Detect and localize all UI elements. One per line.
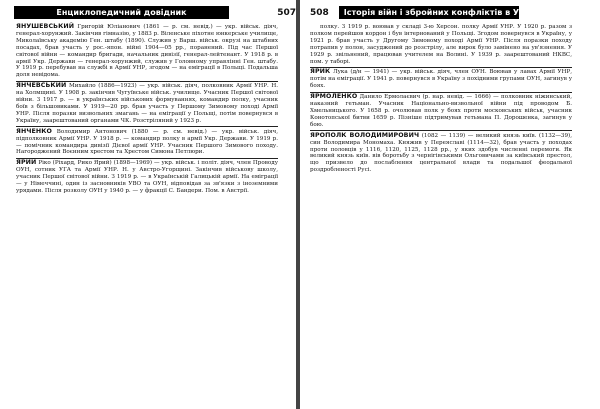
headword: ЯРИК <box>310 68 331 76</box>
headword: ЯНЧЕНКО <box>16 127 52 135</box>
entry-text: (1082 — 1139) — великий князь київ. (1132—39), син Володимира Мономаха. Княжив у Переяславі (1114—32), брав участь у походах проти половців у 1116, 1120, 1125, 1128 рр., у яких здобув численні перемоги. Як великий князь київ. вів боротьбу з чернігівськими Ольговичами за київський престол, що призвело до послаблення центральної влади та подальшої феодальної роздробленості Русі. <box>310 132 573 174</box>
headword: ЯНУШЕВСЬКИЙ <box>16 23 75 30</box>
entry <box>310 133 572 174</box>
entry-text: Григорій Юліанович (1861 — р. см. невід.) — укр. військ. діяч, генерал-хорунжий. Закінчив гімназію, у 1883 р. Віленське піхотне юнкерське училище, Миколаївську академію Ген. штабу (1890). Служив у Варш. військ. окрузі на штабних посадах, брав участь у рос.-япон. війні 1904—05 рр., поранений. Під час Першої світової війни — командир бригади, начальник дивізії, генерал-лейтенант. У 1918 р. в армії Укр. Держави — генерал-хорунжий, служив у Головному управлінні Ген. штабу. У 1919 р. перебував на службі в Армії УНР, згодом — на еміграції в Польщі. Подальша доля невідома. <box>16 24 278 79</box>
left-page <box>0 0 296 409</box>
entry <box>310 69 572 90</box>
entry-text: Лука (д/н — 1941) — укр. військ. діяч, член ОУН. Воював у лавах Армії УНР, потім на еміграції. У 1941 р. повернувся в Україну з похідними групами ОУН, загинув у боях. <box>310 69 572 90</box>
left-page-body <box>16 24 278 195</box>
entry-text: Михайло (1886—1923) — укр. військ. діяч, полковник Армії УНР. Н. на Холмщині. У 1908 р. закінчив Чугуївське військ. училище. Учасник Першої світової війни. З 1917 р. — в українських військових формуваннях, командир полку, учасник боїв з більшовиками. У 1919—20 рр. брав участь у Першому Зимовому поході Армії УНР. Після поразки визвольних змагань — на еміграції у Польщі, потім повернувся в Україну, заарештований органами ЧК. Розстріляний у 1923 р. <box>16 83 279 124</box>
entry-text: Володимир Антонович (1880 — р. см. невід.) — укр. військ. діяч, підполковник Армії УНР. У 1918 р. — командир полку в армії Укр. Держави. У 1919 р. — помічник командира дивізії Дієвої армії УНР. Учасник Першого Зимового походу. Нагороджений Воєнним хрестом та Хрестом Симона Петлюри. <box>16 128 278 156</box>
entry-continuation: полку. З 1919 р. воював у складі 3-ю Херсон. полку Армії УНР. У 1920 р. разом з полком перейшов кордон і був інтернований у Польщі. Згодом повернувся в Україну, у 1921 р. брав участь у Другому Зимовому поході Армії УНР. Після поразки походу потрапив у полон, засуджений до розстрілу, але вирок було замінено на ув'язнення. У 1929 р. звільнений, працював учителем на Волині. У 1939 р. заарештований НКВС, пом. у таборі. <box>310 24 572 65</box>
entry <box>16 24 278 79</box>
headword: ЯРМОЛЕНКО <box>310 93 358 101</box>
entry <box>16 160 278 195</box>
entry-divider <box>310 67 572 68</box>
entry <box>310 94 572 129</box>
headword: ЯРОПОЛК ВОЛОДИМИРОВИЧ <box>310 131 420 139</box>
entry-divider <box>16 126 278 127</box>
right-page-body <box>310 24 572 174</box>
headword: ЯНЧЕВСЬКИЙ <box>16 82 67 90</box>
entry <box>16 129 278 157</box>
right-running-title: Історія війн і збройних конфліктів в Україні <box>339 6 519 19</box>
left-page-number: 507 <box>277 7 296 18</box>
entry-divider <box>16 158 278 159</box>
left-page-header <box>14 6 296 19</box>
right-page <box>300 0 598 409</box>
right-page-number: 508 <box>310 7 329 18</box>
left-running-title: Енциклопедичний довідник <box>14 6 229 19</box>
entry-text: Ріко (Ріхард, Рико Ярий) (1898—1969) — укр. військ. і політ. діяч, член Проводу ОУН, сотник УГА та Армії УНР. Н. у Австро-Угорщині. Закінчив військову школу, учасник Першої світової війни. З 1919 р. — в Українській Галицькій армії. На еміграції — у Німеччині, один із засновників УВО та ОУН, відповідав за зв'язки з іноземними урядами. Після розколу ОУН у 1940 р. — у фракції С. Бандери. Пом. в Австрії. <box>16 160 279 194</box>
entry-text: Данило Ермолаєвич (р. нар. невід. — 1666) — полковник ніжинський, наказний гетьман. Учасник Національно-визвольної війни під проводом Б. Хмельницького. У 1658 р. очолював полк у боях проти московських військ, учасник Конотопської битви 1659 р. Пізніше підтримував гетьмана П. Дорошенка, загинув у бою. <box>310 94 573 128</box>
right-page-header <box>310 6 592 19</box>
entry <box>16 83 278 124</box>
headword: ЯРИЙ <box>16 159 37 167</box>
